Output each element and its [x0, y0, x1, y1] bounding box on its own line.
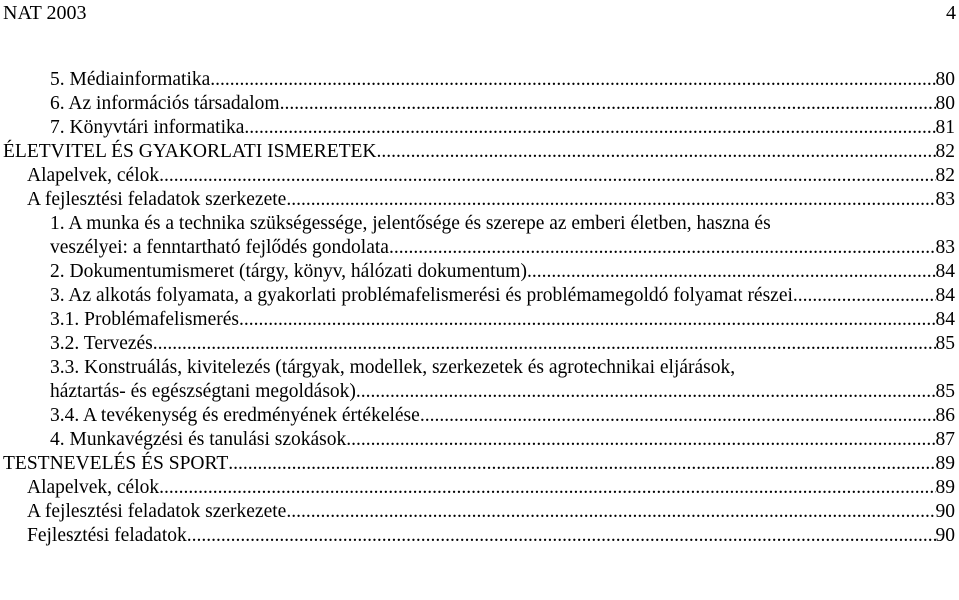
leader-dots	[280, 92, 936, 116]
toc-entry[interactable]	[27, 164, 955, 188]
toc-entry-page: 83	[935, 237, 955, 258]
toc-entry-title: A fejlesztési feladatok szerkezete	[27, 189, 287, 210]
toc-entry-title: 4. Munkavégzési és tanulási szokások	[50, 429, 347, 450]
toc-entry[interactable]	[27, 524, 955, 548]
leader-dots	[527, 260, 936, 284]
leader-dots	[187, 524, 936, 548]
toc-entry-page: 81	[935, 117, 955, 138]
toc-entry-title: 7. Könyvtári informatika	[50, 117, 245, 138]
toc-entry[interactable]	[50, 260, 955, 284]
toc-entry-title: A fejlesztési feladatok szerkezete	[27, 501, 287, 522]
toc-entry-title: 6. Az információs társadalom	[50, 93, 280, 114]
toc-entry[interactable]	[50, 284, 955, 308]
toc-entry[interactable]	[27, 476, 955, 500]
toc-entry-page: 85	[935, 333, 955, 354]
toc-entry-page: 80	[935, 93, 955, 114]
leader-dots	[346, 428, 935, 452]
toc-entry-title: 3. Az alkotás folyamata, a gyakorlati problémafelismerési és problémamegoldó folyamat részei	[50, 285, 793, 306]
leader-dots	[286, 500, 935, 524]
leader-dots	[389, 236, 936, 260]
leader-dots	[239, 308, 936, 332]
leader-dots	[210, 68, 935, 92]
toc-entry-page: 82	[935, 141, 955, 162]
toc-entry-title: 3.4. A tevékenység és eredményének értékelése	[50, 405, 420, 426]
toc-entry[interactable]	[50, 92, 955, 116]
toc-entry[interactable]	[50, 332, 955, 356]
leader-dots	[159, 164, 935, 188]
toc-entry-page: 84	[935, 309, 955, 330]
toc-entry-page: 84	[935, 261, 955, 282]
toc-entry[interactable]	[50, 428, 955, 452]
leader-dots	[286, 188, 935, 212]
toc-entry-page: 85	[935, 381, 955, 402]
toc-entry[interactable]	[50, 68, 955, 92]
toc-entry-title: Fejlesztési feladatok	[27, 525, 187, 546]
leader-dots	[377, 140, 936, 164]
toc-entry-title: ÉLETVITEL ÉS GYAKORLATI ISMERETEK	[3, 141, 377, 162]
leader-dots	[228, 452, 935, 476]
toc-entry-page: 90	[935, 501, 955, 522]
toc-entry-page: 89	[935, 477, 955, 498]
toc-entry[interactable]	[50, 404, 955, 428]
toc-entry[interactable]	[27, 188, 955, 212]
toc-entry-page: 83	[935, 189, 955, 210]
toc-entry[interactable]	[50, 380, 955, 404]
toc-entry-title: háztartás- és egészségtani megoldások)	[50, 381, 356, 402]
toc-entry-title: Alapelvek, célok	[27, 477, 160, 498]
toc-entry-page: 89	[935, 453, 955, 474]
toc-entry-title: 3.1. Problémafelismerés	[50, 309, 239, 330]
leader-dots	[153, 332, 936, 356]
toc-entry-page: 80	[935, 69, 955, 90]
toc-section-heading[interactable]	[3, 140, 955, 164]
document-title: NAT 2003	[3, 2, 87, 24]
toc-section-heading[interactable]	[3, 452, 955, 476]
toc-entry-title: Alapelvek, célok	[27, 165, 160, 186]
leader-dots	[356, 380, 936, 404]
toc-entry-first-line: 1. A munka és a technika szükségessége, jelentősége és szerepe az emberi életben, haszna és	[50, 213, 771, 234]
toc-entry-page: 82	[935, 165, 955, 186]
toc-entry-first-line: 3.3. Konstruálás, kivitelezés (tárgyak, modellek, szerkezetek és agrotechnikai eljárások,	[50, 357, 736, 378]
page-header	[0, 0, 959, 30]
leader-dots	[420, 404, 936, 428]
toc-entry[interactable]	[27, 500, 955, 524]
toc-entry-title: 3.2. Tervezés	[50, 333, 153, 354]
toc-entry-title: 2. Dokumentumismeret (tárgy, könyv, hálózati dokumentum)	[50, 261, 527, 282]
toc-entry[interactable]	[50, 308, 955, 332]
leader-dots	[793, 284, 936, 308]
toc-entry-title: veszélyei: a fenntartható fejlődés gondolata	[50, 237, 389, 258]
toc-entry[interactable]	[50, 116, 955, 140]
toc-entry-page: 84	[935, 285, 955, 306]
toc-entry-page: 87	[935, 429, 955, 450]
toc-entry-title: TESTNEVELÉS ÉS SPORT	[3, 453, 229, 474]
page-number: 4	[946, 2, 956, 24]
toc-entry-page: 90	[935, 525, 955, 546]
leader-dots	[244, 116, 935, 140]
leader-dots	[159, 476, 935, 500]
toc-entry-page: 86	[935, 405, 955, 426]
toc-entry[interactable]	[50, 236, 955, 260]
toc-entry-title: 5. Médiainformatika	[50, 69, 211, 90]
